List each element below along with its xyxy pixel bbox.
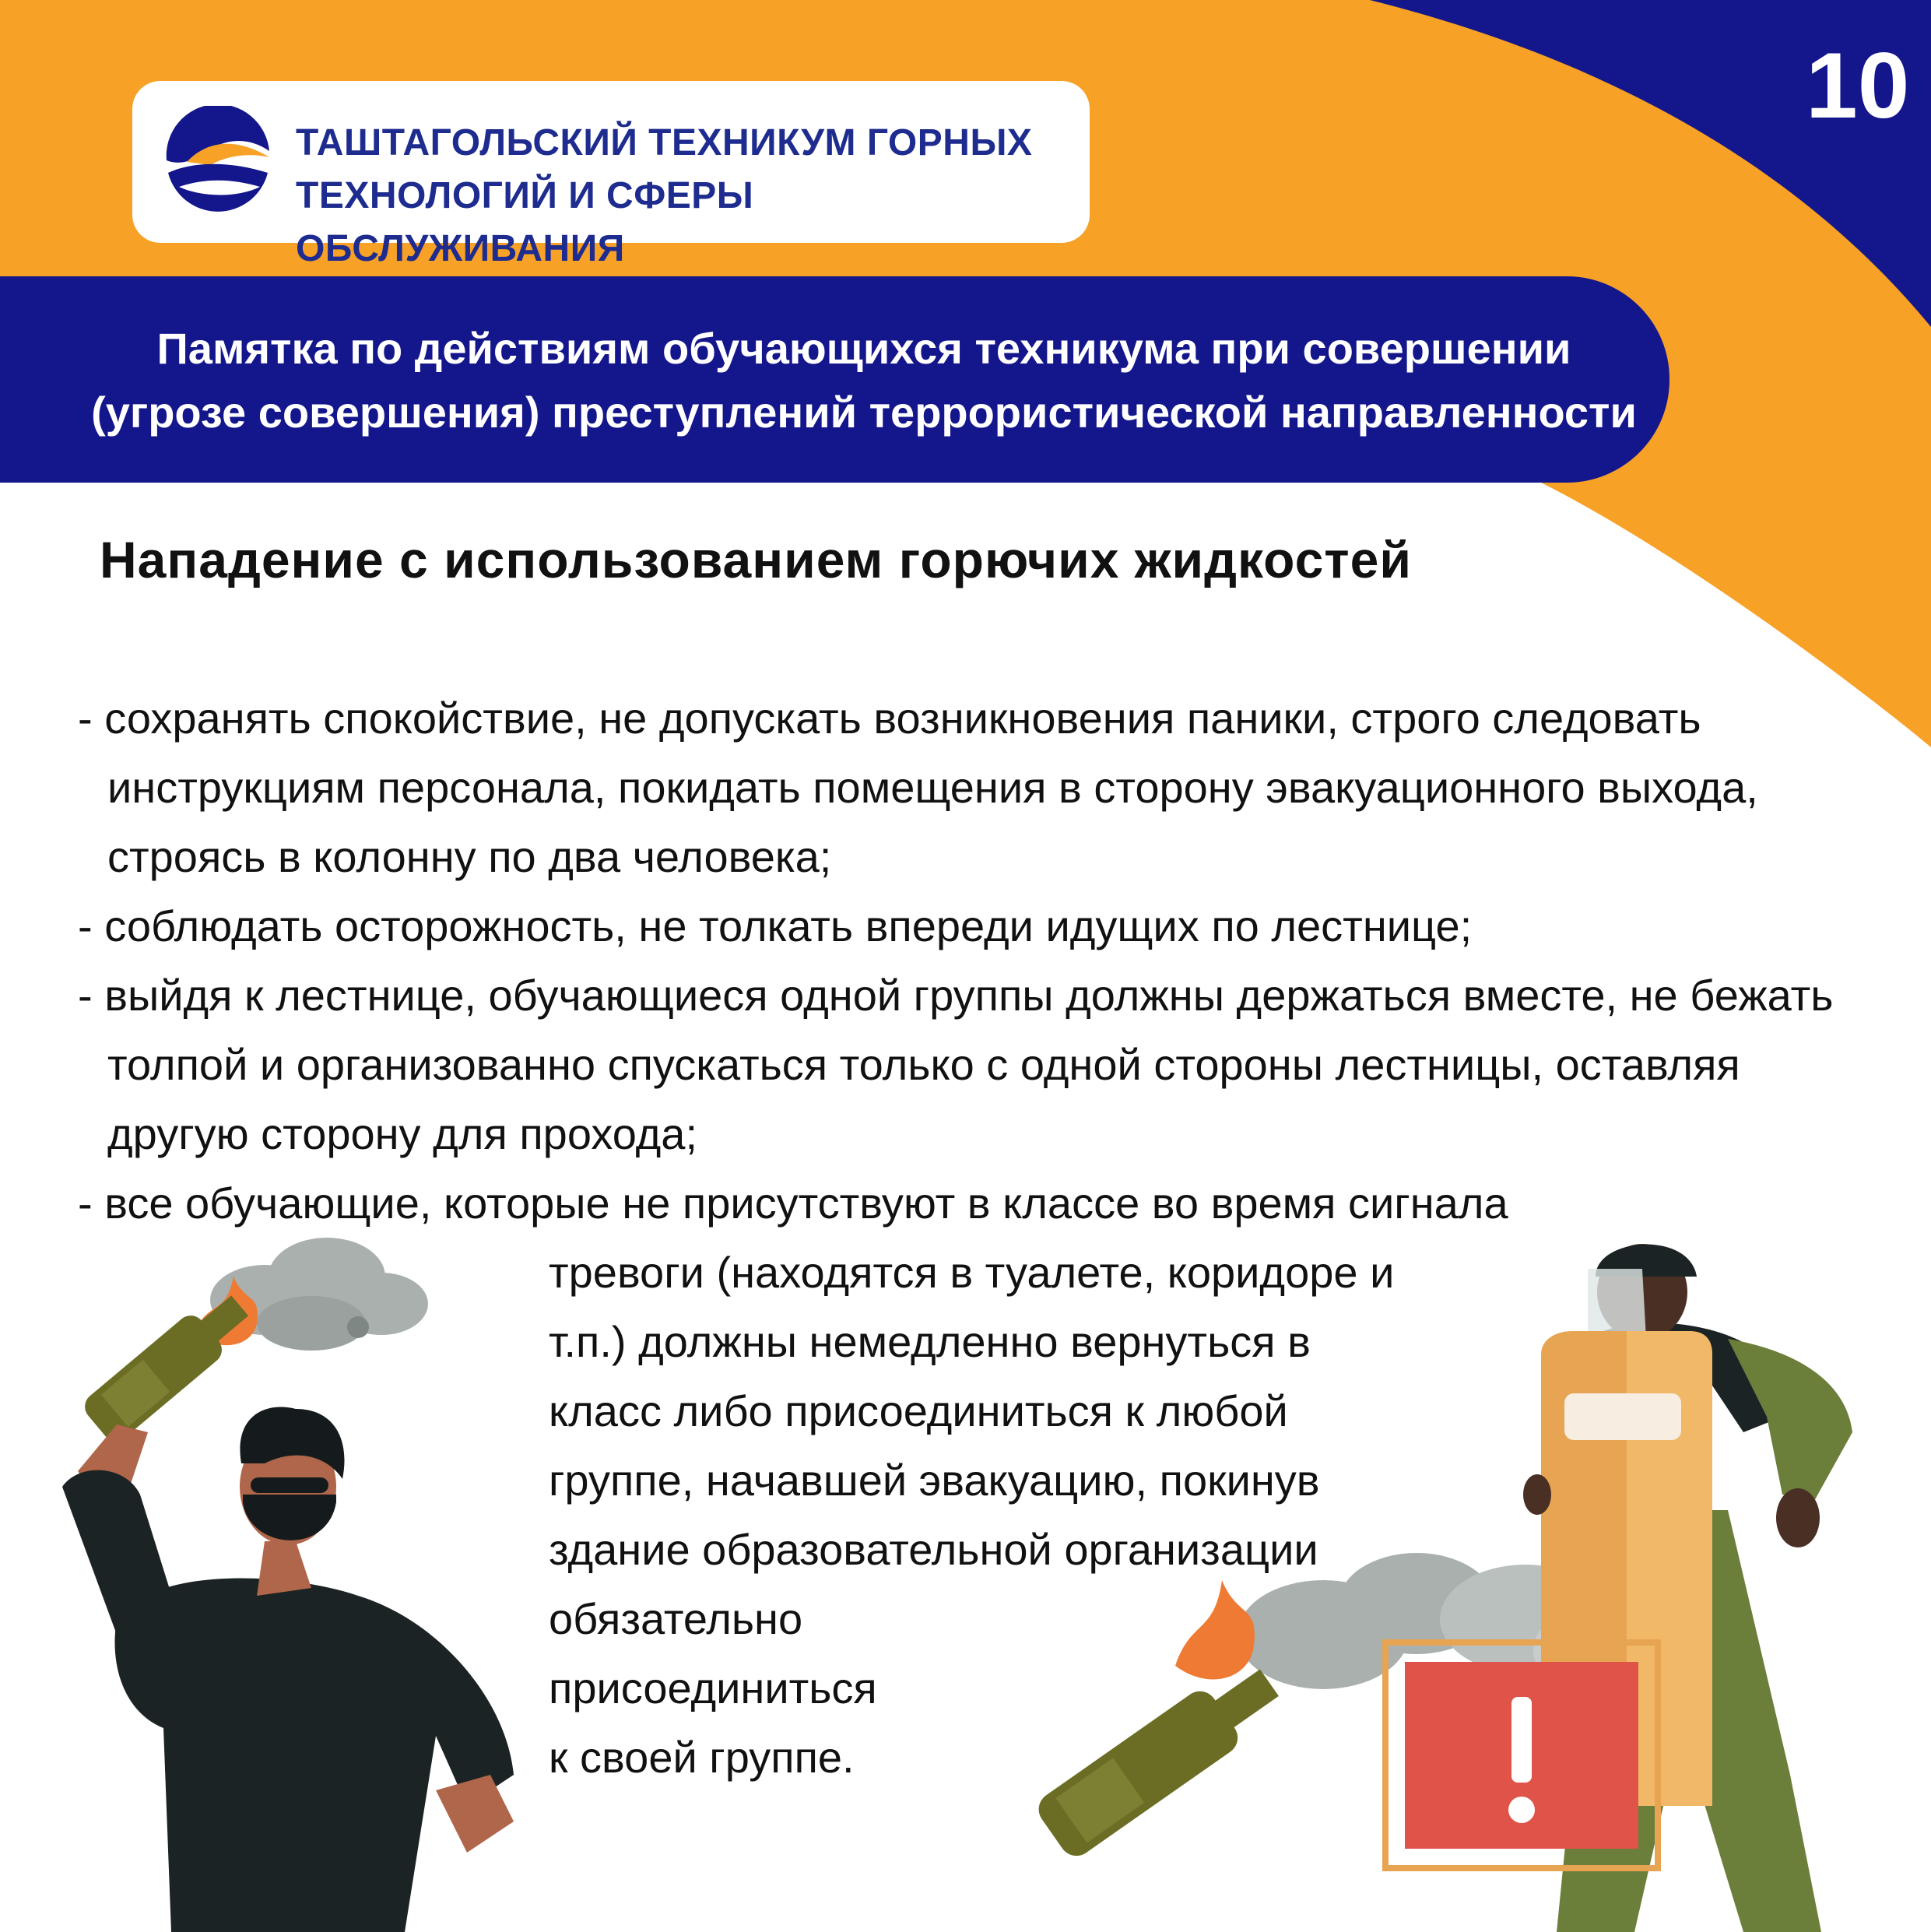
title-banner [0,276,1669,483]
organization-name: ТАШТАГОЛЬСКИЙ ТЕХНИКУМ ГОРНЫХ ТЕХНОЛОГИЙ И СФЕРЫ ОБСЛУЖИВАНИЯ [296,122,1033,269]
logo-card [132,81,1090,269]
rule-continuation: тревоги (находятся в туалете, коридоре и т.п.) должны немедленно вернуться в класс либо присоединиться к любой группе, начавшей эвакуацию, покинув здание образовательной организации обязательно присоединиться к своей группе. [549,1248,1395,1782]
warning-exclamation-icon [1385,1642,1658,1868]
banner-title: Памятка по действиям обучающихся техникума при совершении (угрозе совершения) преступлений террористической направленности [91,324,1637,437]
molotov-bottle-icon [79,1285,258,1447]
flame-icon [1175,1580,1255,1679]
page-number: 10 [1806,33,1910,138]
molotov-bottle-icon [1032,1653,1289,1863]
attacker-illustration [31,1230,529,1932]
rule-item: - выйдя к лестнице, обучающиеся одной группы должны держаться вместе, не бежать толпой и организованно спускаться только с одной стороны лестницы, оставляя другую сторону для прохода; [78,971,1834,1158]
rule-item: - все обучающие, которые не присутствуют в классе во время сигнала [78,1179,1508,1228]
section-title: Нападение с использованием горючих жидкостей [100,531,1412,588]
rule-item: - соблюдать осторожность, не толкать впереди идущих по лестнице; [78,901,1473,950]
logo-icon [163,106,272,215]
police-illustration [918,1230,1899,1932]
rule-item: - сохранять спокойствие, не допускать возникновения паники, строго следовать инструкциям персонала, покидать помещения в сторону эвакуационного выхода, строясь в колонну по два человека; [78,694,1758,881]
rules-list [78,683,1884,1238]
